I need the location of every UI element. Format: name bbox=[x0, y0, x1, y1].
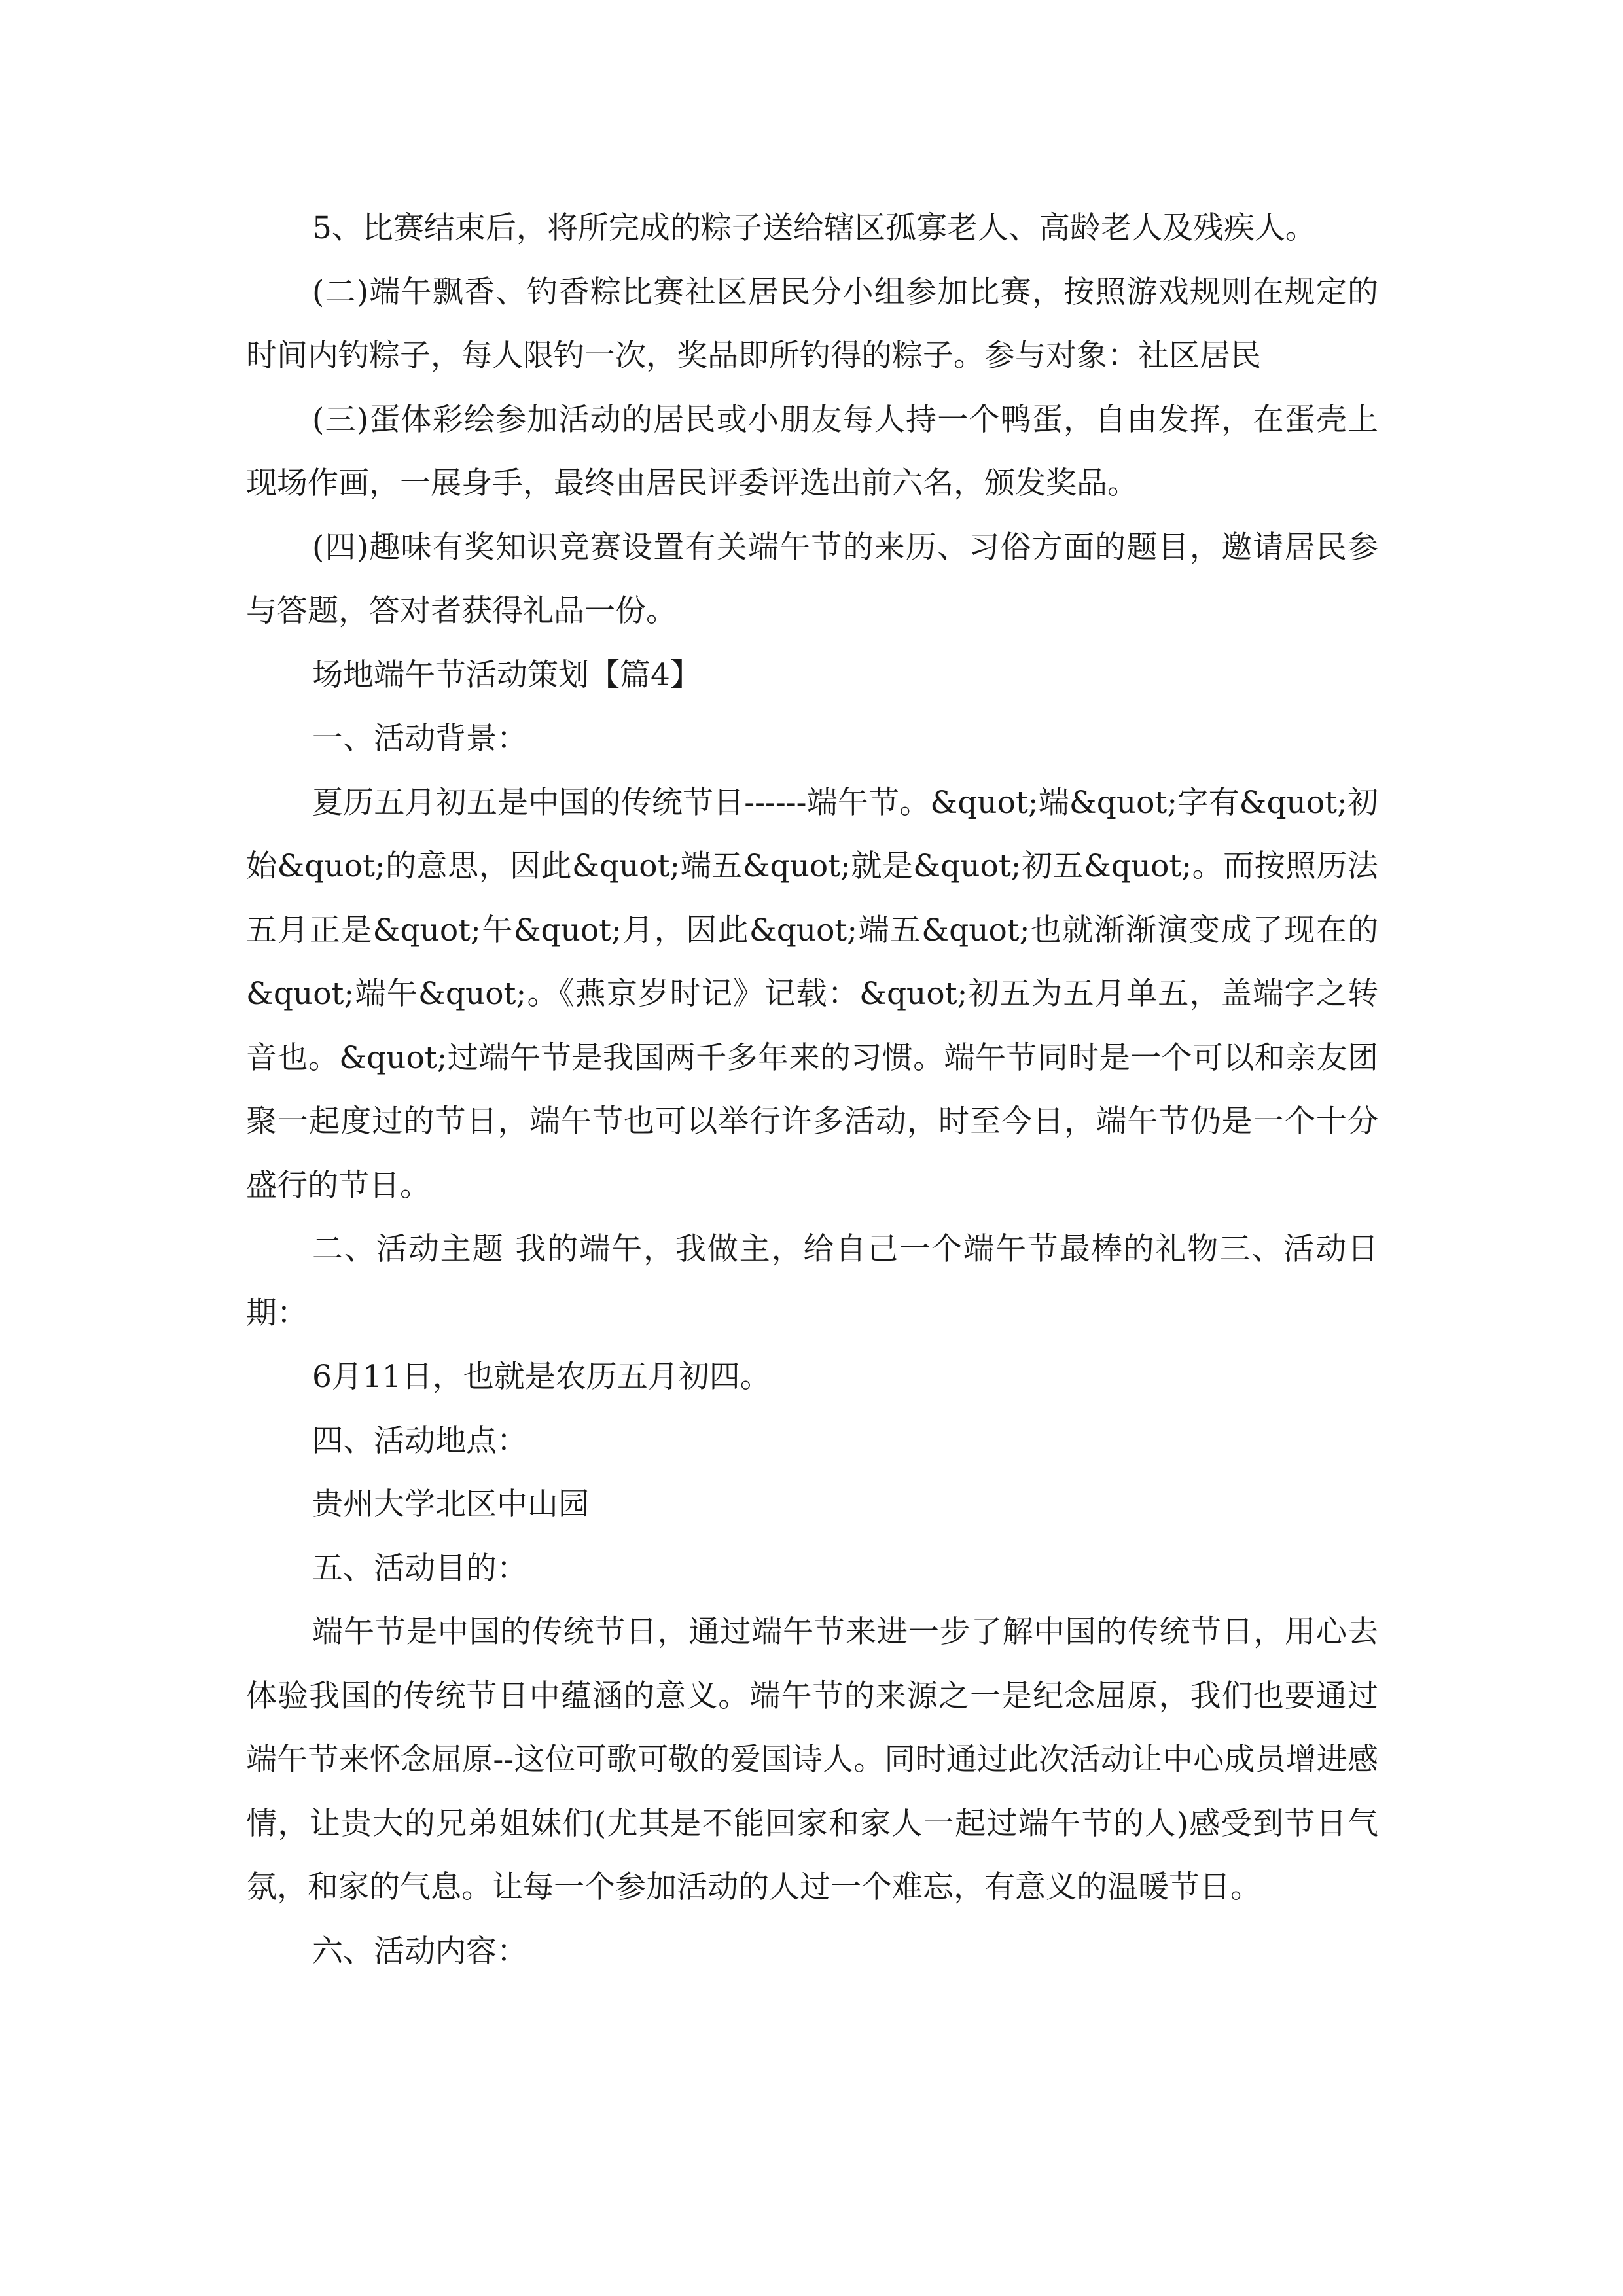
paragraph-egg-painting: (三)蛋体彩绘参加活动的居民或小朋友每人持一个鸭蛋，自由发挥，在蛋壳上现场作画，一展身手，最终由居民评委评选出前六名，颁发奖品。 bbox=[246, 401, 1378, 501]
paragraph-date: 6月11日，也就是农历五月初四。 bbox=[312, 1359, 771, 1395]
paragraph-zongzi-fishing: (二)端午飘香、钓香粽比赛社区居民分小组参加比赛，按照游戏规则在规定的时间内钓粽子，每人限钓一次，奖品即所钓得的粽子。参与对象：社区居民 bbox=[246, 274, 1378, 374]
paragraph-step-5: 5、比赛结束后，将所完成的粽子送给辖区孤寡老人、高龄老人及残疾人。 bbox=[312, 210, 1316, 246]
document-body bbox=[246, 196, 1378, 1983]
heading-location: 四、活动地点： bbox=[312, 1422, 527, 1459]
paragraph-theme-date: 二、活动主题 我的端午，我做主，给自己一个端午节最棒的礼物三、活动日期： bbox=[246, 1231, 1378, 1331]
paragraph-purpose: 端午节是中国的传统节日，通过端午节来进一步了解中国的传统节日，用心去体验我国的传统节日中蕴涵的意义。端午节的来源之一是纪念屈原，我们也要通过端午节来怀念屈原--这位可歌可敬的爱国诗人。同时通过此次活动让中心成员增进感情，让贵大的兄弟姐妹们(尤其是不能回家和家人一起过端午节的人)感受到节日气氛，和家的气息。让每一个参加活动的人过一个难忘，有意义的温暖节日。 bbox=[246, 1614, 1378, 1905]
section-title: 场地端午节活动策划【篇4】 bbox=[312, 656, 701, 693]
heading-purpose: 五、活动目的： bbox=[312, 1550, 527, 1587]
heading-background: 一、活动背景： bbox=[312, 721, 527, 757]
paragraph-background: 夏历五月初五是中国的传统节日------端午节。&quot;端&quot;字有&quot;初始&quot;的意思，因此&quot;端五&quot;就是&quot;初五&quot;。而按照历法五月正是&quot;午&quot;月，因此&quot;端五&quot;也就渐渐演变成了现在的&quot;端午&quot;。《燕京岁时记》记载：&quot;初五为五月单五，盖端字之转音也。&quot;过端午节是我国两千多年来的习惯。端午节同时是一个可以和亲友团聚一起度过的节日，端午节也可以举行许多活动，时至今日，端午节仍是一个十分盛行的节日。 bbox=[246, 784, 1378, 1204]
heading-content: 六、活动内容： bbox=[312, 1933, 527, 1969]
paragraph-location: 贵州大学北区中山园 bbox=[312, 1486, 589, 1522]
paragraph-quiz: (四)趣味有奖知识竞赛设置有关端午节的来历、习俗方面的题目，邀请居民参与答题，答对者获得礼品一份。 bbox=[246, 529, 1378, 629]
